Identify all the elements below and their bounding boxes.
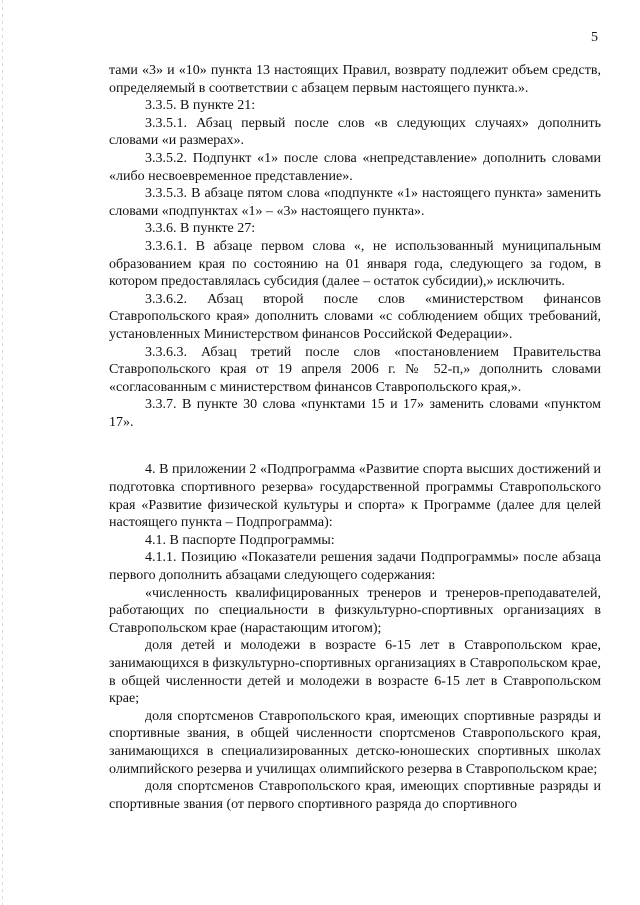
paragraph: 4.1. В паспорте Подпрограммы: <box>145 532 335 548</box>
scan-margin-line <box>2 0 3 905</box>
paragraph: 3.3.6.1. В абзаце первом слова «, не использованный муниципальным образованием края по состоянию на 01 января года, следующего за годом, в котором предоставлялась субсидия (далее – остаток субсидии),» исключить. <box>109 238 601 290</box>
paragraph: доля детей и молодежи в возрасте 6-15 лет в Ставропольском крае, занимающихся в физкультурно-спортивных организациях в Ставропольском крае, в общей численности детей и молодежи в возрасте 6-15 лет в Ставропольском крае; <box>109 638 601 707</box>
paragraph: 3.3.7. В пункте 30 слова «пунктами 15 и 17» заменить словами «пунктом 17». <box>109 397 601 430</box>
paragraph: 4.1.1. Позицию «Показатели решения задачи Подпрограммы» после абзаца первого дополнить абзацами следующего содержания: <box>109 550 601 584</box>
paragraph: 3.3.5. В пункте 21: <box>145 98 256 114</box>
paragraph: доля спортсменов Ставропольского края, имеющих спортивные разряды и спортивные звания, в общей численности спортсменов Ставропольского края, занимающихся в специализированных детско-юношеских спортивных школах олимпийского резерва и училищах олимпийского резерва в Ставропольском крае; <box>109 708 601 777</box>
document-body <box>109 62 601 813</box>
paragraph: 3.3.5.2. Подпункт «1» после слова «непредставление» дополнить словами «либо несвоевременное представление». <box>109 150 601 184</box>
paragraph: 3.3.6.2. Абзац второй после слов «министерством финансов Ставропольского края» дополнить словами «с соблюдением общих требований, установленных Министерством финансов Российской Федерации». <box>109 291 601 342</box>
paragraph: тами «3» и «10» пункта 13 настоящих Правил, возврату подлежит объем средств, определяемый в соответствии с абзацем первым настоящего пункта.». <box>109 63 601 96</box>
paragraph: 3.3.6.3. Абзац третий после слов «постановлением Правительства Ставропольского края от 19 апреля 2006 г. № 52-п,» дополнить словами «согласованным с министерством финансов Ставропольского края,». <box>109 344 601 395</box>
paragraph: «численность квалифицированных тренеров и тренеров-преподавателей, работающих по специальности в физкультурно-спортивных организациях в Ставропольском крае (нарастающим итогом); <box>109 585 601 636</box>
paragraph: 4. В приложении 2 «Подпрограмма «Развитие спорта высших достижений и подготовка спортивного резерва» государственной программы Ставропольского края «Развитие физической культуры и спорта» к Программе (далее для целей настоящего пункта – Подпрограмма): <box>109 462 601 531</box>
paragraph: 3.3.6. В пункте 27: <box>145 221 256 237</box>
page-number: 5 <box>591 30 598 45</box>
paragraph: 3.3.5.1. Абзац первый после слов «в следующих случаях» дополнить словами «и размерах». <box>109 115 601 149</box>
paragraph: доля спортсменов Ставропольского края, имеющих спортивные разряды и спортивные звания (от первого спортивного разряда до спортивного <box>109 779 601 812</box>
section-gap <box>109 431 601 461</box>
paragraph: 3.3.5.3. В абзаце пятом слова «подпункте «1» настоящего пункта» заменить словами «подпунктах «1» – «3» настоящего пункта». <box>109 186 601 219</box>
